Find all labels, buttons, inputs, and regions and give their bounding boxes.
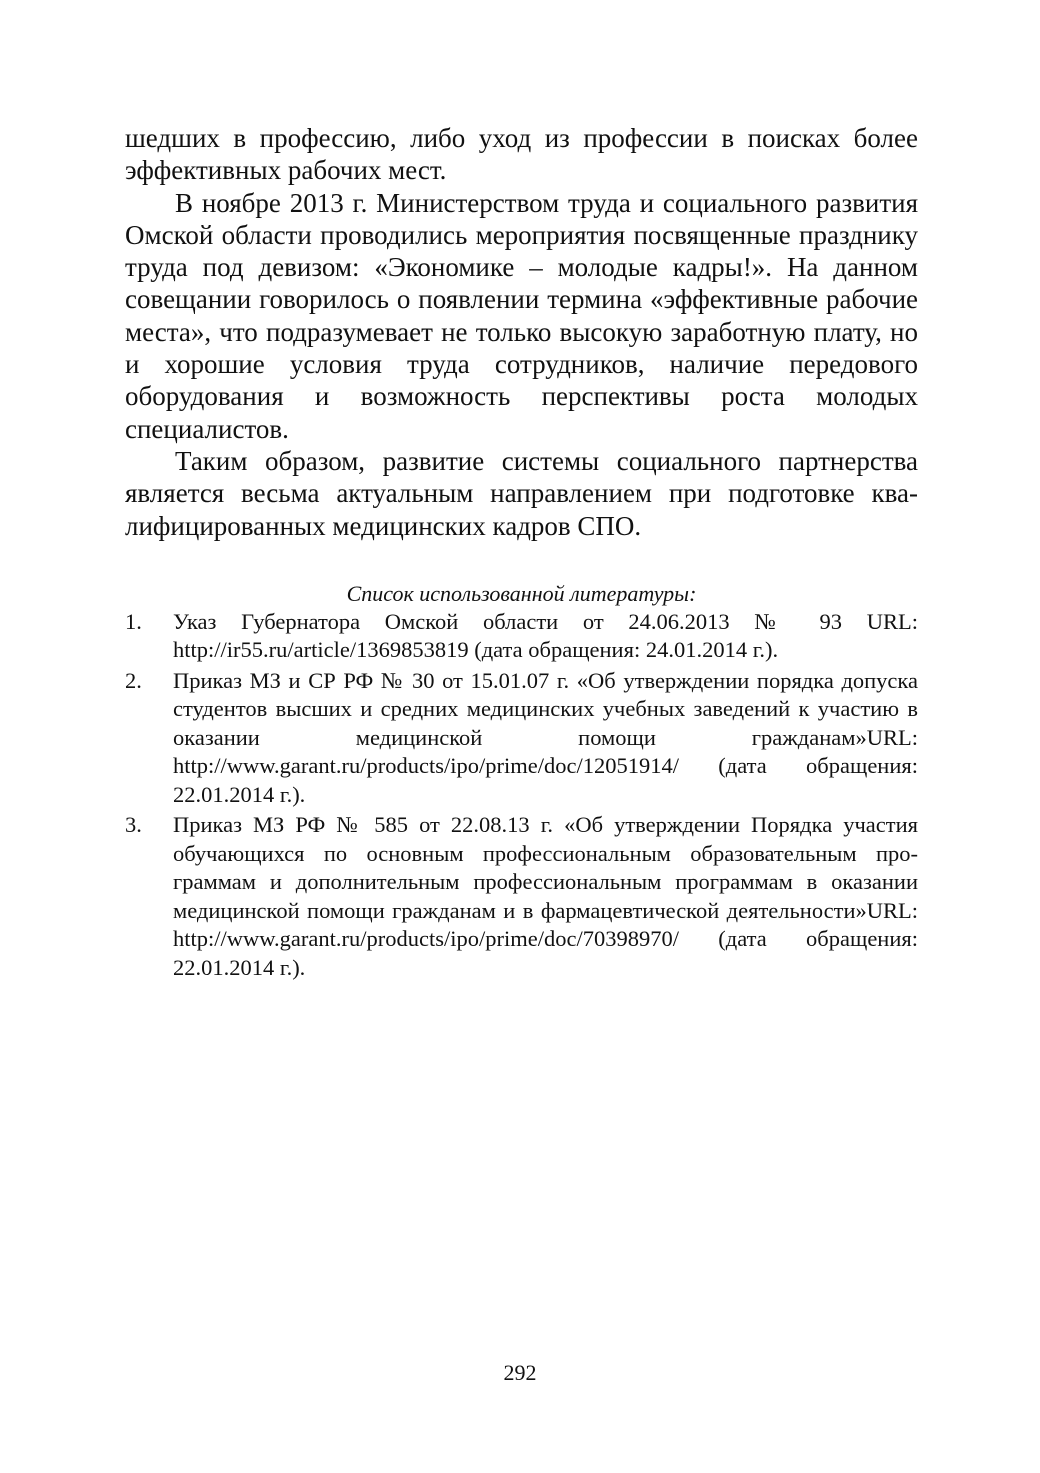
- references-list: [125, 608, 918, 983]
- reference-number: 3.: [125, 812, 142, 838]
- reference-number: 2.: [125, 667, 142, 693]
- page-content: [125, 122, 918, 984]
- references-heading: Список использованной литературы:: [346, 580, 697, 606]
- reference-item: [125, 667, 918, 810]
- reference-item: [125, 608, 918, 665]
- reference-number: 1.: [125, 608, 142, 634]
- reference-text: Приказ МЗ и СР РФ № 30 от 15.01.07 г. «Об утверждении порядка допуска студентов высших и средних медицинских учебных заведений к участию в оказании медицинской помощи гражданам»URL: http://www.garant.ru/products/ipo/prime/doc/12051914/ (дата обращения: 22.01.2014 г.).: [173, 667, 918, 807]
- reference-item: [125, 811, 918, 983]
- page-number: 292: [503, 1360, 537, 1385]
- body-paragraph: шедших в профессию, либо уход из профессии в поисках более эффективных рабочих мест.: [125, 123, 918, 186]
- reference-text: Указ Губернатора Омской области от 24.06.2013 № 93 URL: http://ir55.ru/article/1369853819 (дата обращения: 24.01.2014 г.).: [173, 608, 918, 663]
- reference-text: Приказ МЗ РФ № 585 от 22.08.13 г. «Об утверждении Порядка участия обучающихся по основным профессиональным образовательным программам и дополнительным профессиональным программам в оказании медицинской помощи гражданам и в фармацевтической деятельности»URL: http://www.garant.ru/products/ipo/prime/doc/70398970/ (дата обращения: 22.01.2014 г.).: [173, 812, 918, 980]
- body-paragraph: Таким образом, развитие системы социального партнерства является весьма актуальным направлением при подготовке квалифицированных медицинских кадров СПО.: [125, 445, 918, 541]
- body-paragraph: В ноябре 2013 г. Министерством труда и социального развития Омской области проводились мероприятия посвященные празднику труда под девизом: «Экономике – молодые кадры!». На данном совещании говорилось о появлении термина «эффективные рабочие места», что подразумевает не только высокую заработную плату, но и хорошие условия труда сотрудников, наличие передового оборудования и возможность перспективы роста молодых специалистов.: [125, 187, 918, 444]
